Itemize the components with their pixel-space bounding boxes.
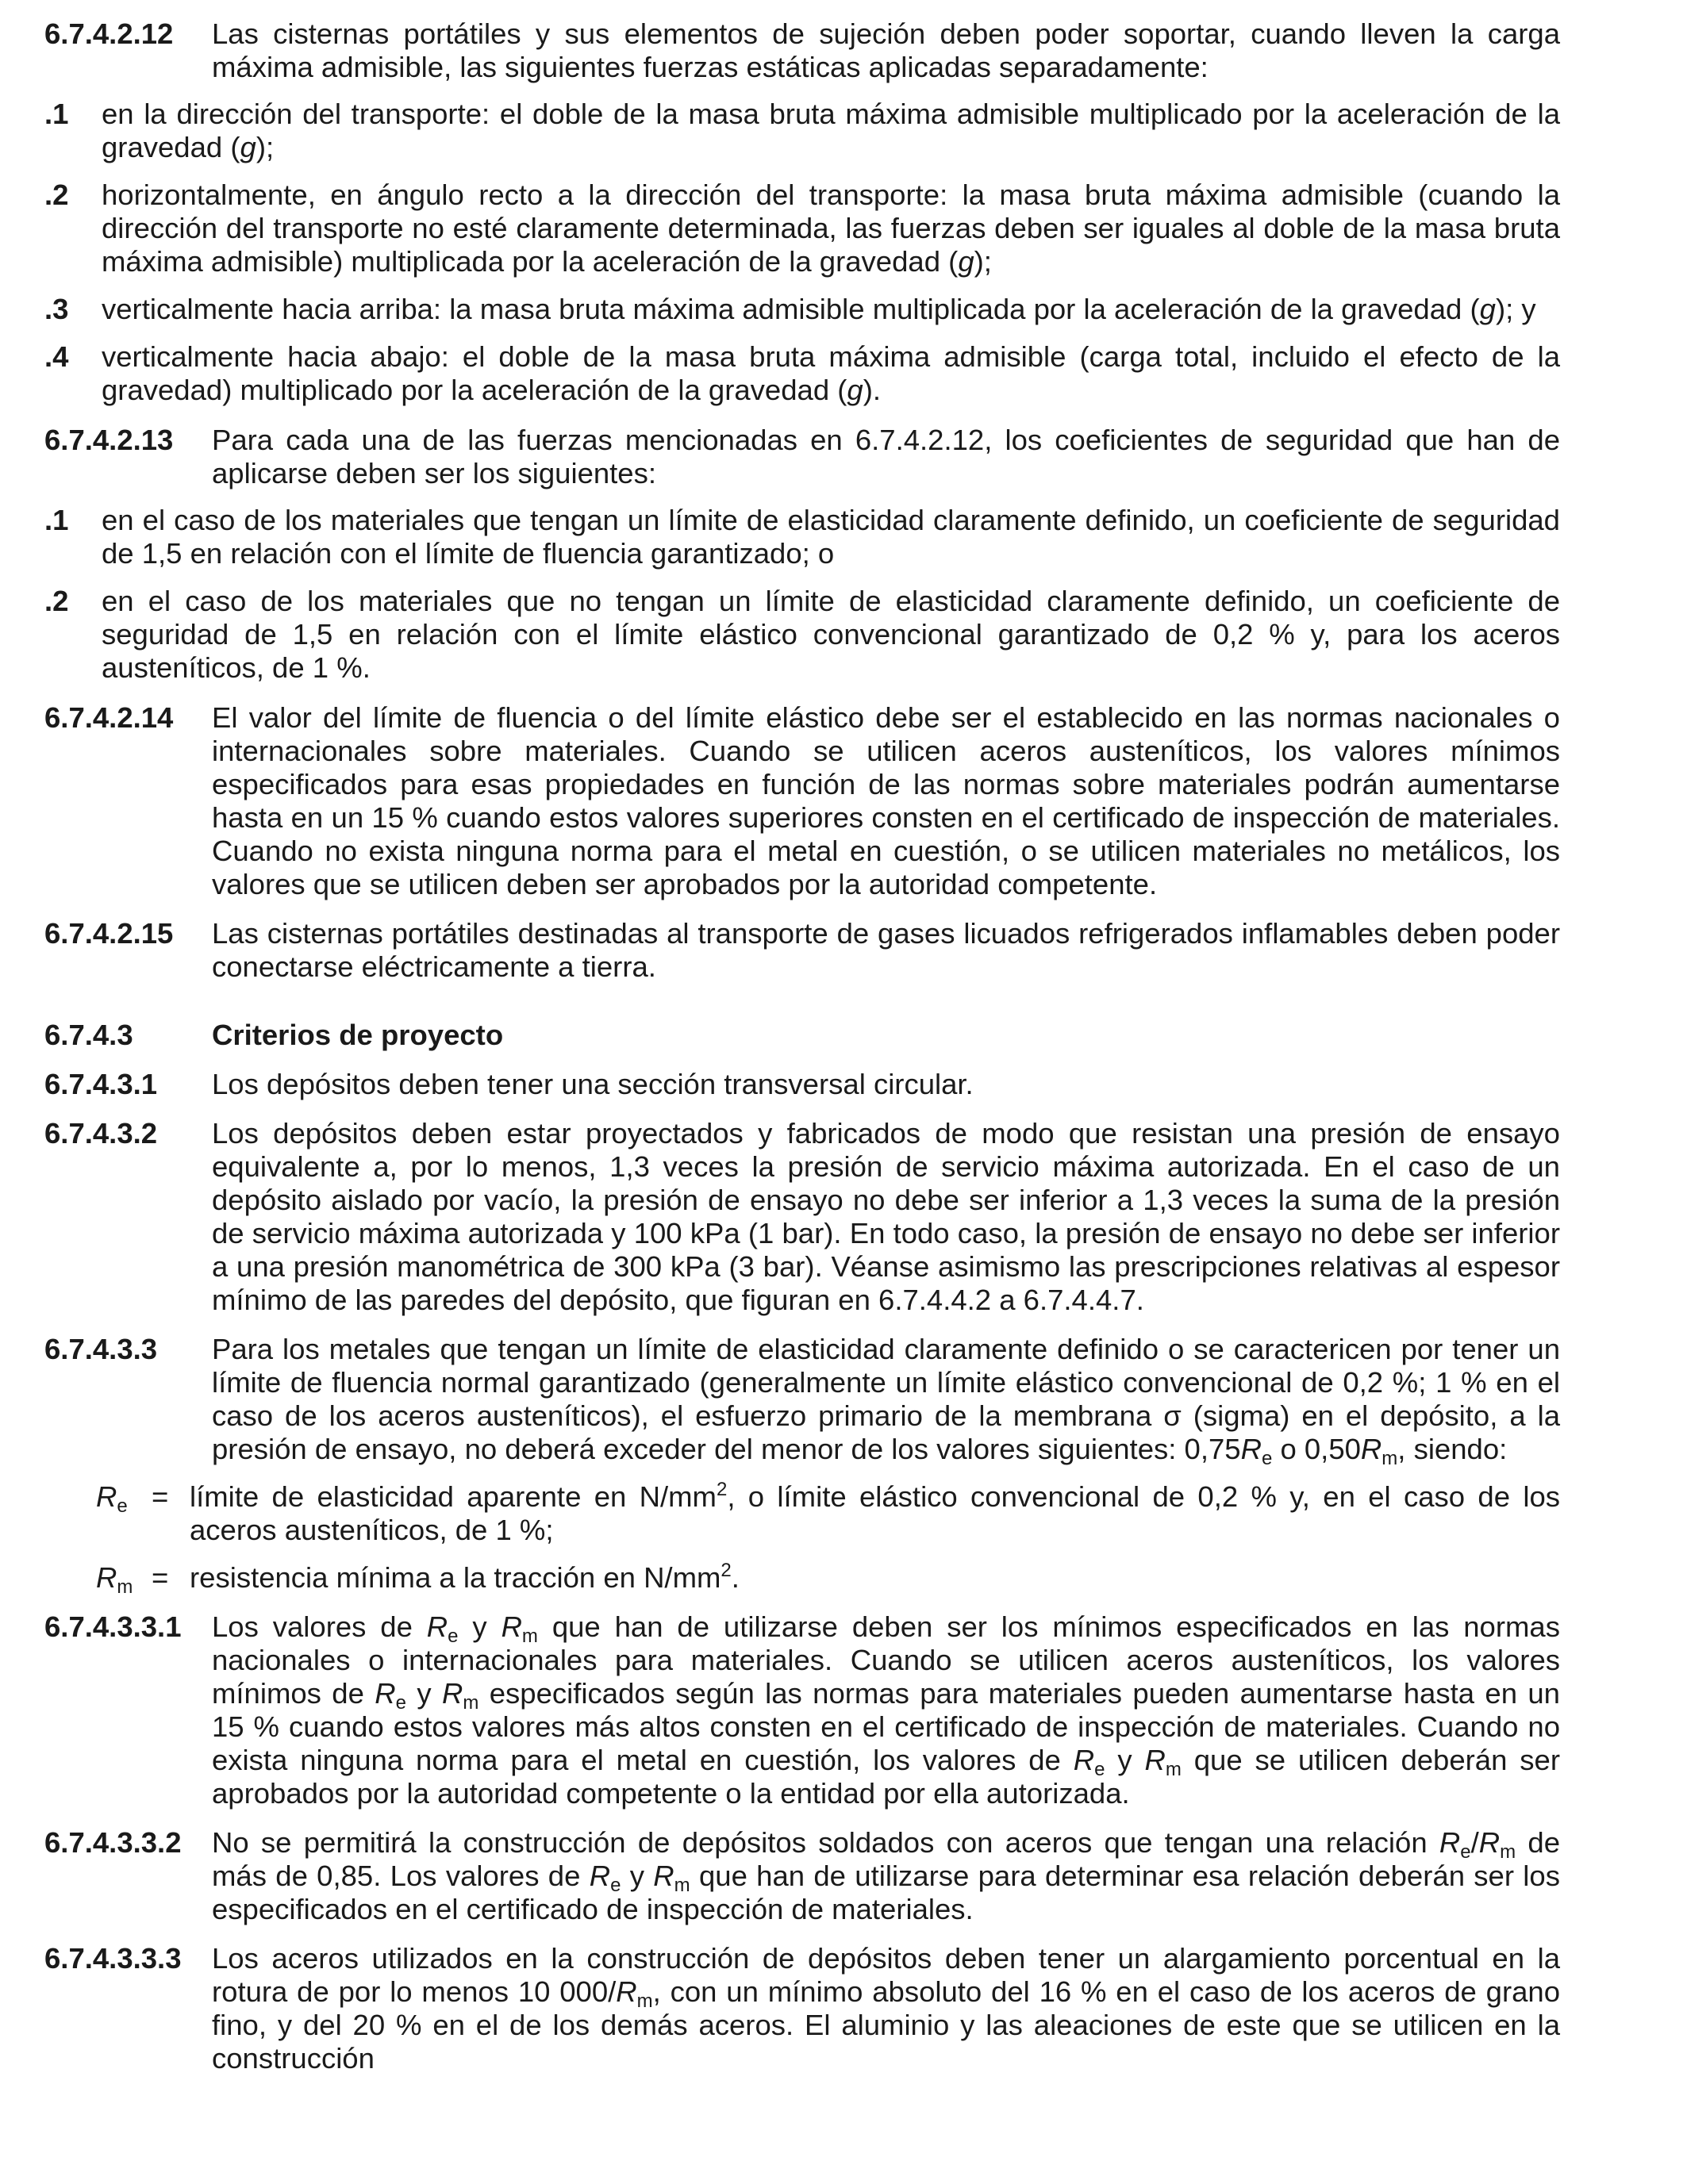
paragraph-6-7-4-2-12 bbox=[44, 17, 1560, 84]
list-item: .2 en el caso de los materiales que no tengan un límite de elasticidad claramente definido, un coeficiente de seguridad de 1,5 en relación con el límite elástico convencional garantizado de 0,2 % y, para los aceros austeníticos, de 1 %. bbox=[44, 585, 1560, 684]
list-item: .2 horizontalmente, en ángulo recto a la dirección del transporte: la masa bruta máxima admisible (cuando la dirección del transporte no esté claramente determinada, las fuerzas deben ser iguales al doble de la masa bruta máxima admisible) multiplicada por la aceleración de la gravedad (g); bbox=[44, 178, 1560, 278]
list-item: .1 en el caso de los materiales que tengan un límite de elasticidad claramente definido, un coeficiente de seguridad de 1,5 en relación con el límite de fluencia garantizado; o bbox=[44, 504, 1560, 570]
list-item-text: verticalmente hacia abajo: el doble de la masa bruta máxima admisible (carga total, incluido el efecto de la gravedad) multiplicado por la aceleración de la gravedad (g). bbox=[102, 340, 1560, 406]
definition-text: resistencia mínima a la tracción en $N/mm^2$. bbox=[190, 1560, 740, 1594]
list-item: .4 verticalmente hacia abajo: el doble de la masa bruta máxima admisible (carga total, incluido el efecto de la gravedad) multiplicado por la aceleración de la gravedad (g). bbox=[44, 340, 1560, 406]
paragraph-text: Los depósitos deben estar proyectados y fabricados de modo que resistan una presión de ensayo equivalente a, por lo menos, 1,3 veces la presión de servicio máxima autorizada. En el caso de un depósito aislado por vacío, la presión de ensayo no debe ser inferior a 1,3 veces la suma de la presión de servicio máxima autorizada y 100 kPa (1 bar). En todo caso, la presión de ensayo no debe ser inferior a una presión manométrica de 300 kPa (3 bar). Véanse asimismo las prescripciones relativas al espesor mínimo de las paredes del depósito, que figuran en 6.7.4.4.2 a 6.7.4.4.7. bbox=[212, 1117, 1560, 1316]
paragraph-number: 6.7.4.3.2 bbox=[44, 1117, 158, 1150]
paragraph-6-7-4-3-3-2 bbox=[44, 1826, 1560, 1926]
definition-re: $R_e$ = límite de elasticidad aparente en $N/mm^2$, o límite elástico convencional de 0,2 % y, en el caso de los aceros austeníticos, de 1 %; bbox=[96, 1479, 1560, 1546]
paragraph-6-7-4-3-3 bbox=[44, 1333, 1560, 1469]
definition-text: límite de elasticidad aparente en $N/mm^2$, o límite elástico convencional de 0,2 % y, en el caso de los aceros austeníticos, de 1 %; bbox=[190, 1479, 1560, 1546]
paragraph-text: Para cada una de las fuerzas mencionadas en 6.7.4.2.12, los coeficientes de seguridad que han de aplicarse deben ser los siguientes: bbox=[212, 424, 1560, 489]
paragraph-text: No se permitirá la construcción de depósitos soldados con aceros que tengan una relación $R_e/R_m$ de más de 0,85. Los valores de $R_e$ y $R_m$ que han de utilizarse para determinar esa relación deberán ser los especificados en el certificado de inspección de materiales. bbox=[212, 1826, 1560, 1925]
paragraph-6-7-4-3-2 bbox=[44, 1117, 1560, 1317]
list-item: .3 verticalmente hacia arriba: la masa bruta máxima admisible multiplicada por la aceleración de la gravedad (g); y bbox=[0, 293, 1560, 326]
paragraph-6-7-4-3-3-3 bbox=[44, 1942, 1560, 2075]
section-title: Criterios de proyecto bbox=[212, 1019, 504, 1051]
paragraph-6-7-4-2-15 bbox=[44, 917, 1560, 984]
section-number: 6.7.4.3 bbox=[44, 1019, 133, 1051]
list-item-text: en el caso de los materiales que tengan un límite de elasticidad claramente definido, un coeficiente de seguridad de 1,5 en relación con el límite de fluencia garantizado; o bbox=[102, 504, 1560, 570]
paragraph-6-7-4-3-3-1 bbox=[44, 1610, 1560, 1810]
symbol-re: $R_e$ bbox=[96, 1480, 128, 1517]
paragraph-number: 6.7.4.3.3.3 bbox=[44, 1942, 182, 1975]
paragraph-text: Las cisternas portátiles destinadas al transporte de gases licuados refrigerados inflamables deben poder conectarse eléctricamente a tierra. bbox=[212, 917, 1560, 983]
document-page bbox=[44, 17, 1560, 2091]
list-item-text: en la dirección del transporte: el doble de la masa bruta máxima admisible multiplicado por la aceleración de la gravedad (g); bbox=[102, 98, 1560, 163]
paragraph-number: 6.7.4.3.3.2 bbox=[44, 1826, 182, 1859]
paragraph-text: Las cisternas portátiles y sus elementos de sujeción deben poder soportar, cuando lleven la carga máxima admisible, las siguientes fuerzas estáticas aplicadas separadamente: bbox=[212, 17, 1560, 83]
list-item-text: verticalmente hacia arriba: la masa bruta máxima admisible multiplicada por la aceleración de la gravedad (g); y bbox=[102, 293, 1536, 325]
paragraph-6-7-4-2-14 bbox=[44, 701, 1560, 901]
paragraph-text: El valor del límite de fluencia o del límite elástico debe ser el establecido en las normas nacionales o internacionales sobre materiales. Cuando se utilicen aceros austeníticos, los valores mínimos especificados para esas propiedades en función de las normas sobre materiales podrán aumentarse hasta en un 15 % cuando estos valores superiores consten en el certificado de inspección de materiales. Cuando no exista ninguna norma para el metal en cuestión, o se utilicen materiales no metálicos, los valores que se utilicen deben ser aprobados por la autoridad competente. bbox=[212, 701, 1560, 900]
paragraph-text: Los valores de $R_e$ y $R_m$ que han de utilizarse deben ser los mínimos especificados en las normas nacionales o internacionales para materiales. Cuando se utilicen aceros austeníticos, los valores mínimos de $R_e$ y $R_m$ especificados según las normas para materiales pueden aumentarse hasta en un 15 % cuando estos valores más altos consten en el certificado de inspección de materiales. Cuando no exista ninguna norma para el metal en cuestión, los valores de $R_e$ y $R_m$ que se utilicen deberán ser aprobados por la autoridad competente o la entidad por ella autorizada. bbox=[212, 1610, 1560, 1810]
paragraph-number: 6.7.4.3.3 bbox=[44, 1333, 158, 1365]
paragraph-text: Los depósitos deben tener una sección transversal circular. bbox=[212, 1068, 974, 1100]
paragraph-6-7-4-2-13 bbox=[44, 424, 1560, 490]
paragraph-number: 6.7.4.3.1 bbox=[44, 1068, 158, 1100]
paragraph-6-7-4-3-1 bbox=[44, 1068, 1560, 1101]
paragraph-number: 6.7.4.2.14 bbox=[44, 701, 174, 734]
paragraph-number: 6.7.4.2.12 bbox=[44, 17, 174, 50]
paragraph-number: 6.7.4.3.3.1 bbox=[44, 1610, 182, 1643]
paragraph-text: Para los metales que tengan un límite de elasticidad claramente definido o se caractericen por tener un límite de fluencia normal garantizado (generalmente un límite elástico convencional de 0,2 %; 1 % en el caso de los aceros austeníticos), el esfuerzo primario de la membrana σ (sigma) en el depósito, a la presión de ensayo, no deberá exceder del menor de los valores siguientes: $0,75R_e$ o $0,50R_m$, siendo: bbox=[212, 1333, 1560, 1469]
list-item-text: en el caso de los materiales que no tengan un límite de elasticidad claramente definido, un coeficiente de seguridad de 1,5 en relación con el límite elástico convencional garantizado de 0,2 % y, para los aceros austeníticos, de 1 %. bbox=[102, 585, 1560, 684]
paragraph-text: Los aceros utilizados en la construcción de depósitos deben tener un alargamiento porcentual en la rotura de por lo menos 10 $000/R_m$, con un mínimo absoluto del 16 % en el caso de los aceros de grano fino, y del 20 % en el de los demás aceros. El aluminio y las aleaciones de este que se utilicen en la construcción bbox=[212, 1942, 1560, 2075]
symbol-rm: $R_m$ bbox=[96, 1561, 133, 1598]
list-item-text: horizontalmente, en ángulo recto a la dirección del transporte: la masa bruta máxima admisible (cuando la dirección del transporte no esté claramente determinada, las fuerzas deben ser iguales al doble de la masa bruta máxima admisible) multiplicada por la aceleración de la gravedad (g); bbox=[102, 178, 1560, 278]
section-heading-6-7-4-3 bbox=[44, 1019, 1560, 1052]
paragraph-number: 6.7.4.2.13 bbox=[44, 424, 174, 456]
paragraph-number: 6.7.4.2.15 bbox=[44, 917, 174, 950]
definition-rm: $R_m$ = resistencia mínima a la tracción en $N/mm^2$. bbox=[0, 1561, 1560, 1595]
list-item: .1 en la dirección del transporte: el doble de la masa bruta máxima admisible multiplicado por la aceleración de la gravedad (g); bbox=[44, 98, 1560, 163]
